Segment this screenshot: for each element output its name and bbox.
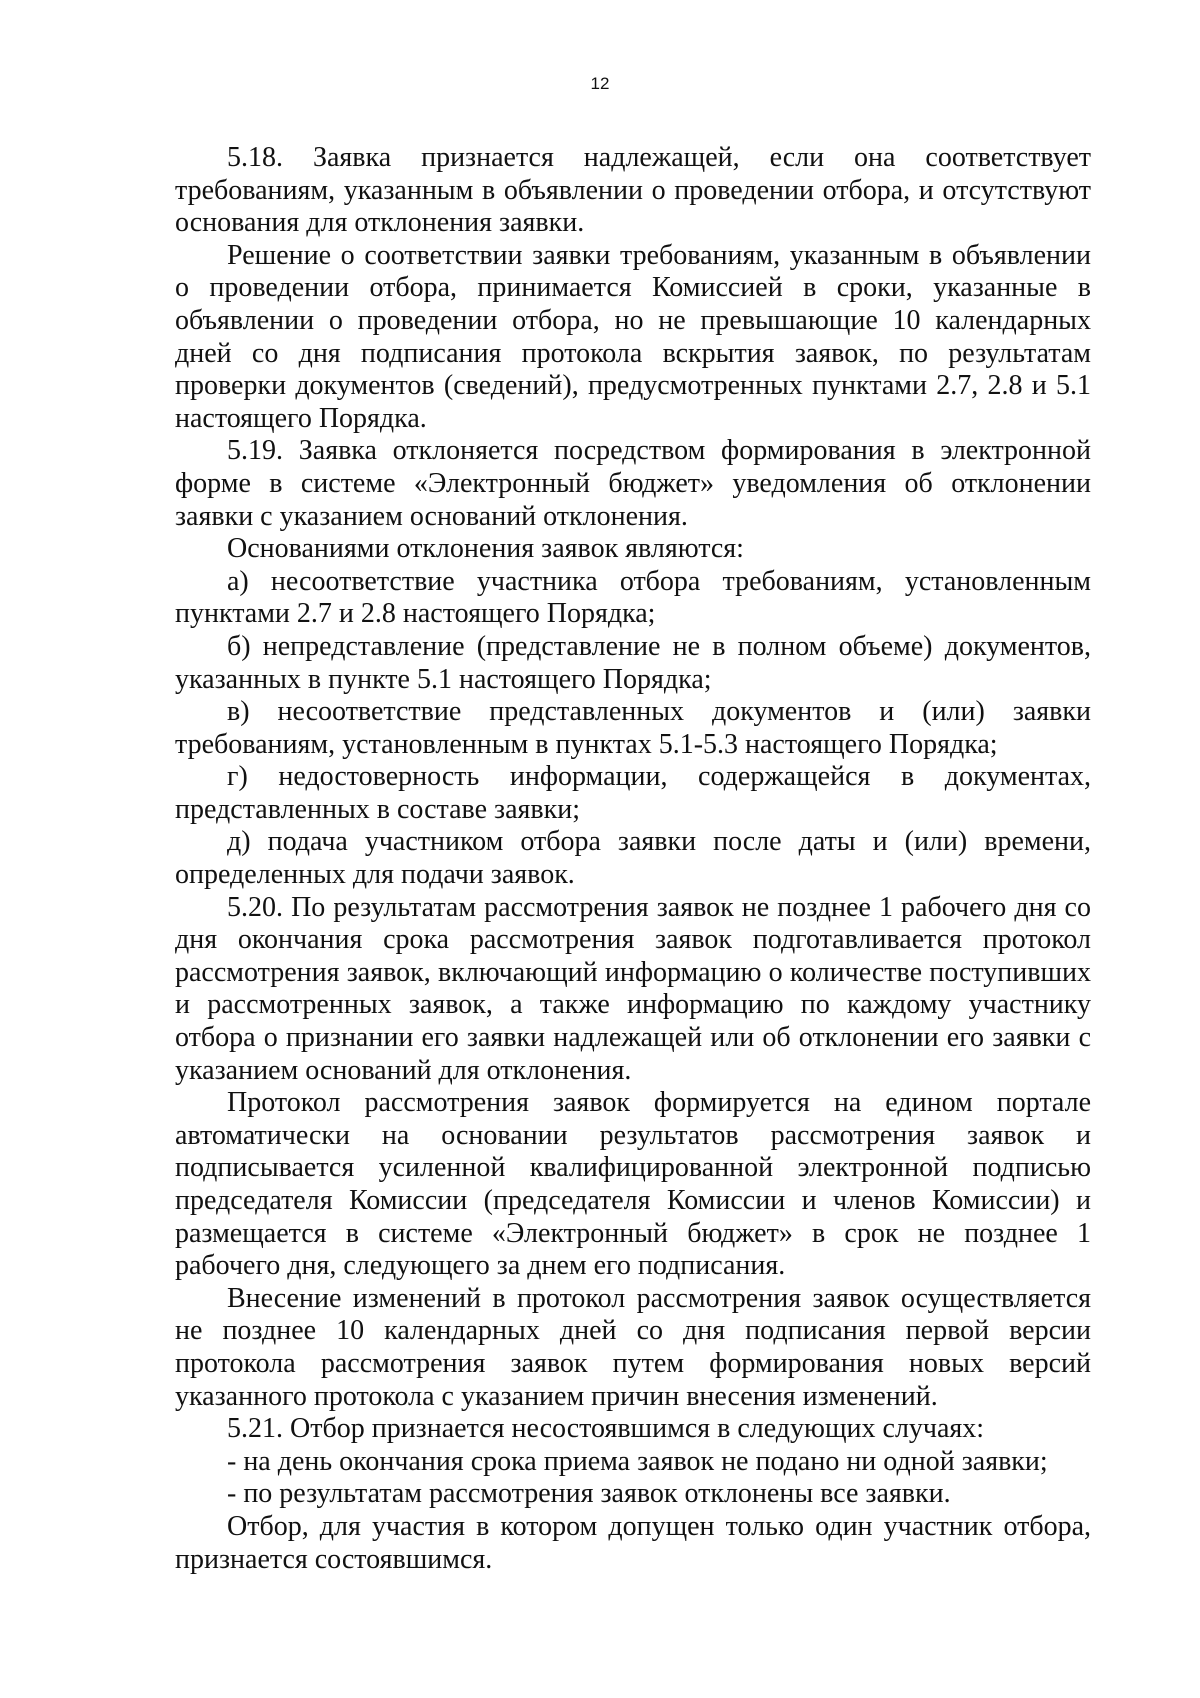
paragraph-5-21: 5.21. Отбор признается несостоявшимся в следующих случаях: [227, 1413, 985, 1445]
list-item-dash-2: - по результатам рассмотрения заявок отклонены все заявки. [227, 1478, 951, 1510]
list-item-v: в) несоответствие представленных документов и (или) заявки требованиям, установленным в пунктах 5.1-5.3 настоящего Порядка; [175, 696, 1091, 760]
paragraph-single-participant: Отбор, для участия в котором допущен только один участник отбора, признается состоявшимся. [175, 1510, 1091, 1575]
list-item-d: д) подача участником отбора заявки после даты и (или) времени, определенных для подачи заявок. [175, 826, 1091, 891]
paragraph-protocol: Протокол рассмотрения заявок формируется на едином портале автоматически на основании результатов рассмотрения заявок и подписывается усиленной квалифицированной электронной подписью председателя Комиссии (председателя Комиссии и членов Комиссии) и размещается в системе «Электронный бюджет» в срок не позднее 1 рабочего дня, следующего за днем его подписания. [175, 1087, 1091, 1282]
document-body [175, 142, 1091, 1576]
paragraph-5-19: 5.19. Заявка отклоняется посредством формирования в электронной форме в системе «Электронный бюджет» уведомления об отклонении заявки с указанием оснований отклонения. [175, 435, 1091, 532]
page-number: 12 [590, 74, 610, 93]
list-item-b: б) непредставление (представление не в полном объеме) документов, указанных в пункте 5.1 настоящего Порядка; [175, 630, 1091, 695]
list-item-dash-1: - на день окончания срока приема заявок не подано ни одной заявки; [227, 1445, 1048, 1477]
paragraph-decision: Решение о соответствии заявки требованиям, указанным в объявлении о проведении отбора, принимается Комиссией в сроки, указанные в объявлении о проведении отбора, но не превышающие 10 календарных дней со дня подписания протокола вскрытия заявок, по результатам проверки документов (сведений), предусмотренных пунктами 2.7, 2.8 и 5.1 настоящего Порядка. [175, 239, 1091, 434]
paragraph-5-18: 5.18. Заявка признается надлежащей, если она соответствует требованиям, указанным в объявлении о проведении отбора, и отсутствуют основания для отклонения заявки. [175, 142, 1091, 239]
paragraph-grounds-intro: Основаниями отклонения заявок являются: [227, 533, 744, 565]
paragraph-protocol-changes: Внесение изменений в протокол рассмотрения заявок осуществляется не позднее 10 календарных дней со дня подписания первой версии протокола рассмотрения заявок путем формирования новых версий указанного протокола с указанием причин внесения изменений. [175, 1282, 1091, 1412]
list-item-a: а) несоответствие участника отбора требованиям, установленным пунктами 2.7 и 2.8 настоящего Порядка; [175, 565, 1091, 630]
paragraph-5-20: 5.20. По результатам рассмотрения заявок не позднее 1 рабочего дня со дня окончания срока рассмотрения заявок подготавливается протокол рассмотрения заявок, включающий информацию о количестве поступивших и рассмотренных заявок, а также информацию по каждому участнику отбора о признании его заявки надлежащей или об отклонении его заявки с указанием оснований для отклонения. [175, 891, 1091, 1086]
list-item-g: г) недостоверность информации, содержащейся в документах, представленных в составе заявки; [175, 761, 1091, 825]
